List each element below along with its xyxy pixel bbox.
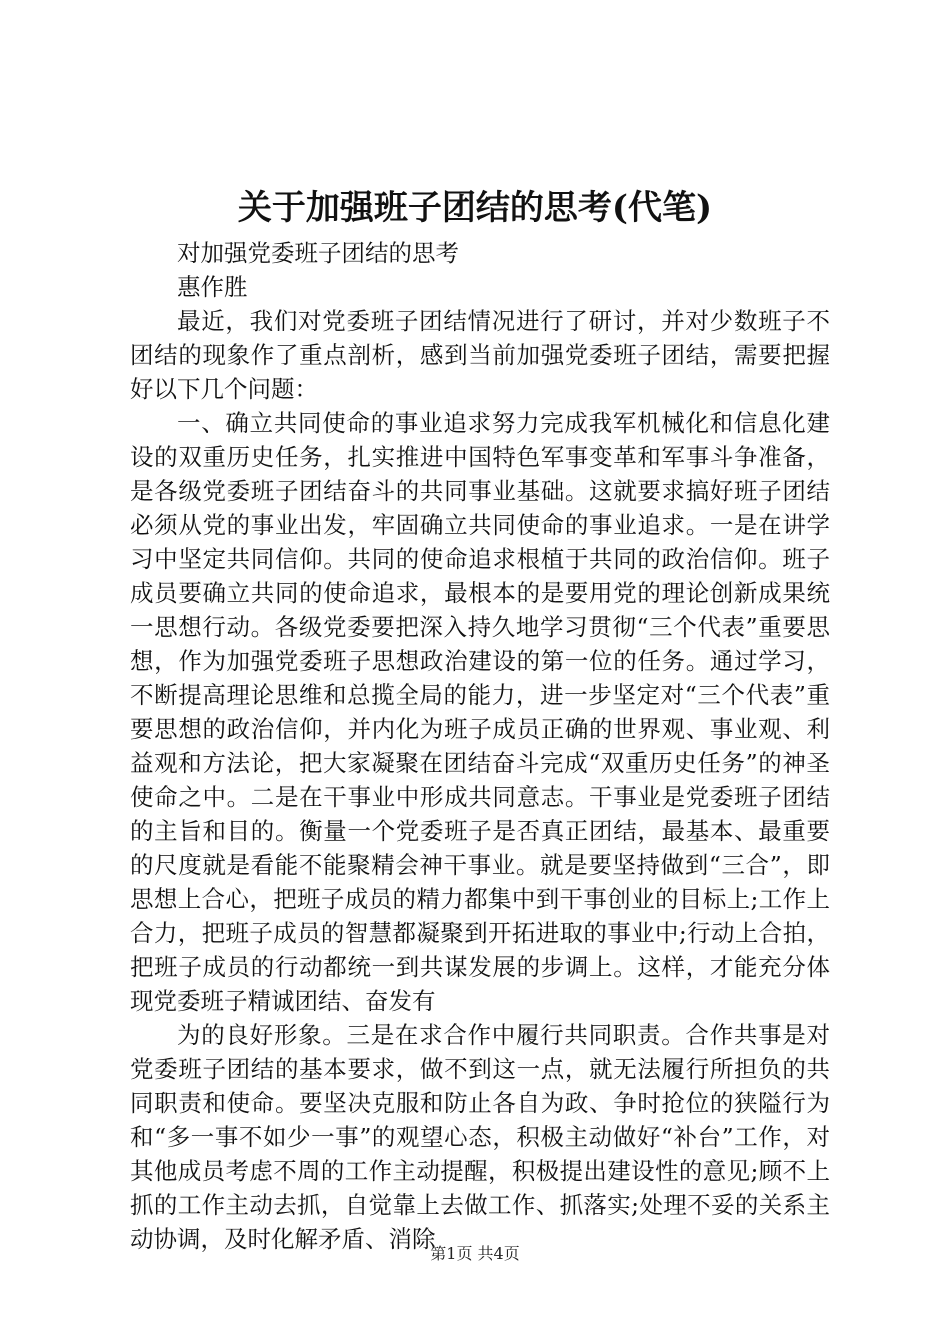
- document-title: 关于加强班子团结的思考(代笔): [237, 188, 713, 228]
- continuation-paragraph: 为的良好形象。三是在求合作中履行共同职责。合作共事是对党委班子团结的基本要求，做不到这一点，就无法履行所担负的共同职责和使命。要坚决克服和防止各自为政、争时抢位的狭隘行为和“多一事不如少一事”的观望心态，积极主动做好“补台”工作，对其他成员考虑不周的工作主动提醒，积极提出建设性的意见;顾不上抓的工作主动去抓，自觉靠上去做工作、抓落实;处理不妥的关系主动协调，及时化解矛盾、消除: [130, 1021, 830, 1253]
- page-number-footer: 第1页 共4页: [430, 1244, 520, 1263]
- subtitle-paragraph: 对加强党委班子团结的思考: [177, 239, 459, 267]
- section-one-paragraph: 一、确立共同使命的事业追求努力完成我军机械化和信息化建设的双重历史任务，扎实推进中国特色军事变革和军事斗争准备，是各级党委班子团结奋斗的共同事业基础。这就要求搞好班子团结必须从党的事业出发，牢固确立共同使命的事业追求。一是在讲学习中坚定共同信仰。共同的使命追求根植于共同的政治信仰。班子成员要确立共同的使命追求，最根本的是要用党的理论创新成果统一思想行动。各级党委要把深入持久地学习贯彻“三个代表”重要思想，作为加强党委班子思想政治建设的第一位的任务。通过学习，不断提高理论思维和总揽全局的能力，进一步坚定对“三个代表”重要思想的政治信仰，并内化为班子成员正确的世界观、事业观、利益观和方法论，把大家凝聚在团结奋斗完成“双重历史任务”的神圣使命之中。二是在干事业中形成共同意志。干事业是党委班子团结的主旨和目的。衡量一个党委班子是否真正团结，最基本、最重要的尺度就是看能不能聚精会神干事业。就是要坚持做到“三合”，即思想上合心，把班子成员的精力都集中到干事创业的目标上;工作上合力，把班子成员的智慧都凝聚到开拓进取的事业中;行动上合拍，把班子成员的行动都统一到共谋发展的步调上。这样，才能充分体现党委班子精诚团结、奋发有: [130, 409, 830, 1015]
- author-paragraph: 惠作胜: [177, 273, 248, 301]
- document-body: [130, 236, 830, 1256]
- intro-paragraph: 最近，我们对党委班子团结情况进行了研讨，并对少数班子不团结的现象作了重点剖析，感到当前加强党委班子团结，需要把握好以下几个问题：: [130, 307, 830, 403]
